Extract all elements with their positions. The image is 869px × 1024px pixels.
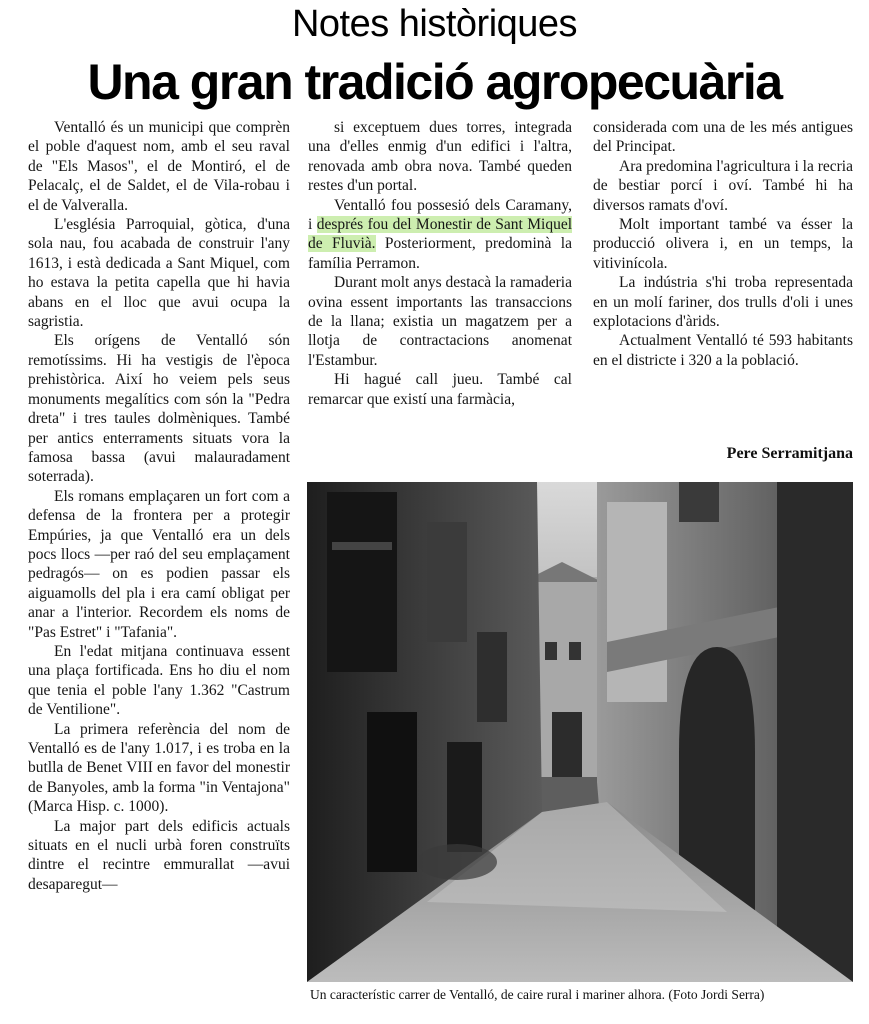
paragraph-text: Ventalló fou possesió dels Caramany, i: [308, 196, 572, 234]
street-photo: [307, 482, 853, 982]
article-column-3: [593, 118, 853, 370]
street-photo-illustration: [307, 482, 853, 982]
highlighted-text: després fou del Monestir de Sant Miquel de Fluvià.: [308, 216, 573, 253]
paragraph: Hi hagué call jueu. També cal remarcar que existí una farmàcia,: [308, 371, 572, 408]
paragraph: Actualment Ventalló té 593 habitants en el districte i 320 a la població.: [593, 332, 853, 369]
paragraph: La primera referència del nom de Ventalló es de l'any 1.017, i es troba en la butlla de Benet VIII en favor del monestir de Banyoles, amb la forma "in Ventajona" (Marca Hisp. c. 1000).: [28, 720, 290, 816]
paragraph: Ara predomina l'agricultura i la recria de bestiar porcí i oví. També hi ha diversos ramats d'oví.: [593, 157, 853, 214]
paragraph-with-highlight: [308, 196, 572, 274]
section-kicker: Notes històriques: [291, 3, 578, 45]
paragraph: Els romans emplaçaren un fort com a defensa de la frontera per a protegir Empúries, ja que Ventalló era un dels pocs llocs —per raó del seu emplaçament pedragós— on es podien passar els aiguamolls del pla i era camí obligat per anar a l'interior. Recordem els noms de "Pas Estret" i "Tafania".: [28, 487, 290, 641]
paragraph: L'església Parroquial, gòtica, d'una sola nau, fou acabada de construir l'any 1613, i està dedicada a Sant Miquel, com ho estava la petita capella que hi havia abans en el lloc que avui ocupa la sagristia.: [28, 216, 290, 331]
article-column-1: [28, 118, 290, 894]
paragraph: La major part dels edificis actuals situats en el nucli urbà foren construïts dintre el recintre emmurallat —avui desaparegut—: [28, 817, 290, 893]
paragraph: si exceptuem dues torres, integrada una d'elles enmig d'un edifici i l'altra, renovada amb obra nova. També queden restes d'un portal.: [308, 119, 572, 195]
paragraph: Durant molt anys destacà la ramaderia ovina essent importants las transaccions de la llana; existia un magatzem per a llotja de contractacions anomenat l'Estambur.: [308, 274, 572, 369]
paragraph: Ventalló és un municipi que comprèn el poble d'aquest nom, amb el seu raval de "Els Masos", el de Montiró, el de Pelacalç, el de Saldet, el de Vila-robau i el de Valveralla.: [28, 119, 290, 214]
author-byline: Pere Serramitjana: [726, 445, 853, 462]
paragraph-text: Posteriorment, predominà la família Perramon.: [308, 235, 572, 272]
paragraph: En l'edat mitjana continuava essent una plaça fortificada. Ens ho diu el nom que tenia el poble l'any 1.362 "Castrum de Ventilione".: [28, 642, 290, 719]
paragraph: considerada com una de les més antigues del Principat.: [593, 119, 853, 156]
article-headline: Una gran tradició agropecuària: [87, 54, 782, 110]
paragraph: Molt important també va ésser la producció olivera i, en un temps, la vitivinícola.: [593, 216, 853, 272]
photo-caption: Un característic carrer de Ventalló, de caire rural i mariner alhora. (Foto Jordi Serra): [310, 987, 765, 1002]
article-column-2: [308, 118, 572, 409]
paragraph: Els orígens de Ventalló són remotíssims. Hi ha vestigis de l'època prehistòrica. Així ho veiem pels seus monuments megalítics com són la "Pedra dreta" i tres taules dolmèniques. També per antics enterraments situats vora la famosa bassa (avui malauradament soterrada).: [28, 332, 290, 486]
paragraph: La indústria s'hi troba representada en un molí fariner, dos trulls d'oli i unes explotacions d'àrids.: [593, 274, 853, 331]
